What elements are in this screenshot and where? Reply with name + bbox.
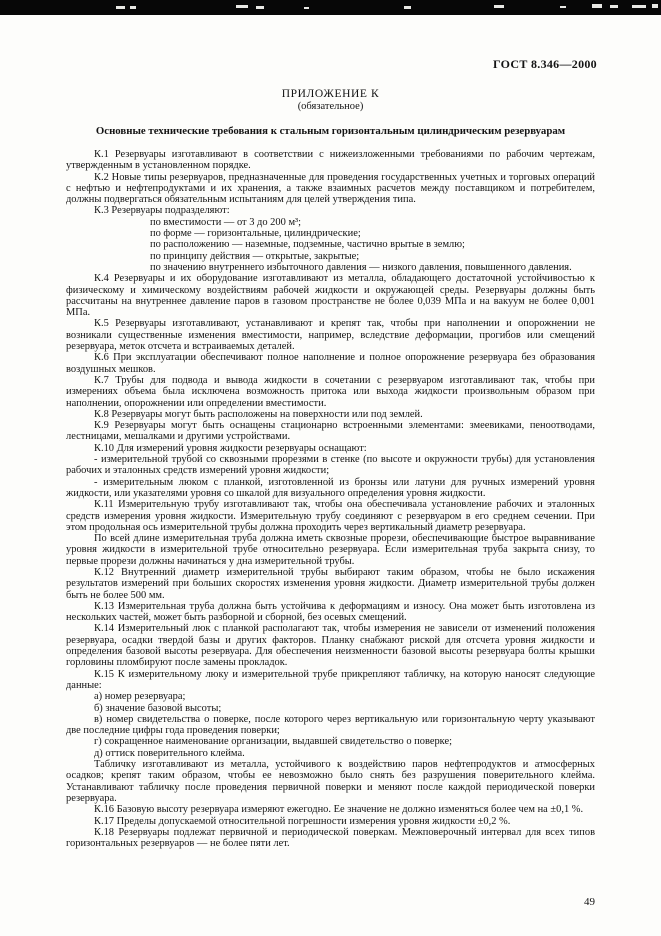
paragraph: по принципу действия — открытые, закрытые; <box>150 250 360 262</box>
appendix-type: (обязательное) <box>297 101 364 112</box>
scan-mark <box>494 5 504 8</box>
paragraph: в) номер свидетельства о поверке, после которого через вертикальную или горизонтальную черту указывают две последние цифры года проведения поверки; <box>66 713 595 737</box>
document-content <box>66 88 595 849</box>
paragraph: К.2 Новые типы резервуаров, предназначенные для проведения государственных учетных и торговых операций с нефтью и нефтепродуктами и их хранения, а также взаимных расчетов между поставщиком и потребителем, должны подвергаться обязательным испытаниям для целей утверждения типа. <box>66 171 595 206</box>
appendix-label: ПРИЛОЖЕНИЕ К <box>281 88 380 100</box>
scan-mark <box>632 5 646 8</box>
scan-mark <box>130 6 136 9</box>
paragraph: К.10 Для измерений уровня жидкости резервуары оснащают: <box>94 442 367 454</box>
scan-artifact-bar <box>0 0 661 15</box>
paragraph: К.14 Измерительный люк с планкой располагают так, чтобы измерения не зависели от изменений положения резервуара, осадки твердой базы и других факторов. Планку снабжают риской для отсчета уровня жидкости и определения базовой высоты резервуара. Для обеспечения неизменности базовой высоты резервуара болты крышки горловины пломбируют после замены прокладок. <box>66 623 595 669</box>
paragraph: по значению внутреннего избыточного давления — низкого давления, повышенного давления. <box>150 261 572 273</box>
paragraph: - измерительным люком с планкой, изготовленной из бронзы или латуни для ручных измерений уровня жидкости, или указателями уровня со шкалой для визуального определения уровня жидкости. <box>66 476 595 499</box>
scan-mark <box>256 6 264 9</box>
paragraph: г) сокращенное наименование организации, выдавшей свидетельство о поверке; <box>94 736 453 748</box>
paragraph: К.6 При эксплуатации обеспечивают полное наполнение и полное опорожнение резервуара без образования воздушных мешков. <box>66 352 595 375</box>
paragraph: К.18 Резервуары подлежат первичной и периодической поверкам. Межповерочный интервал для всех типов горизонтальных резервуаров — не более пяти лет. <box>66 826 595 850</box>
paragraph: К.11 Измерительную трубу изготавливают так, чтобы она обеспечивала установление рабочих и эталонных средств измерения уровня жидкости. Измерительную трубу соединяют с резервуаром в его среднем сечении. При этом продольная ось измерительной трубы должна проходить через вертикальный диаметр резервуара. <box>66 499 595 533</box>
paragraph: К.13 Измерительная труба должна быть устойчива к деформациям и износу. Она может быть изготовлена из нескольких частей, может быть разборной и сборной, без осевых смещений. <box>66 600 595 624</box>
paragraph: б) значение базовой высоты; <box>94 702 222 714</box>
paragraph: К.17 Пределы допускаемой относительной погрешности измерения уровня жидкости ±0,2 %. <box>94 815 511 827</box>
paragraph: по расположению — наземные, подземные, частично врытые в землю; <box>150 239 465 251</box>
paragraph: Табличку изготавливают из металла, устойчивого к воздействию паров нефтепродуктов и атмосферных осадков; крепят таким образом, чтобы ее невозможно было снять без разрушения поверительного клейма. Устанавливают табличку после проведения первичной поверки и меняют после каждой периодической поверки резервуара. <box>66 759 595 804</box>
paragraph: по форме — горизонтальные, цилиндрические; <box>150 228 361 240</box>
paragraph: а) номер резервуара; <box>94 691 186 703</box>
paragraph: К.12 Внутренний диаметр измерительной трубы выбирают таким образом, чтобы не было искажения результатов измерений при больших скоростях изменения уровня жидкости. Диаметр измерительной трубы должен быть не более 500 мм. <box>66 566 595 601</box>
paragraph: К.15 К измерительному люку и измерительной трубе прикрепляют табличку, на которую наносят следующие данные: <box>66 668 595 691</box>
scan-mark <box>560 6 566 8</box>
paragraph: К.1 Резервуары изготавливают в соответствии с нижеизложенными требованиями по рабочим чертежам, утвержденным в установленном порядке. <box>66 149 595 172</box>
standard-number: ГОСТ 8.346—2000 <box>493 57 597 71</box>
page-number: 49 <box>584 896 595 908</box>
paragraph: д) оттиск поверительного клейма. <box>94 747 245 759</box>
paragraph: К.3 Резервуары подразделяют: <box>94 205 230 217</box>
paragraph: - измерительной трубой со сквозными прорезями в стенке (по высоте и окружности трубы) для установления рабочих и эталонных средств измерений уровня жидкости; <box>66 454 595 477</box>
scan-mark <box>236 5 248 8</box>
scan-mark <box>592 4 602 8</box>
scan-mark <box>304 7 309 9</box>
paragraph: по вместимости — от 3 до 200 м³; <box>150 216 302 228</box>
scan-mark <box>404 6 411 9</box>
paragraph: К.8 Резервуары могут быть расположены на поверхности или под землей. <box>94 408 423 420</box>
scan-mark <box>652 4 658 8</box>
paragraph: К.4 Резервуары и их оборудование изготавливают из металла, обладающего достаточной устойчивостью к физическому и химическому воздействиям рабочей жидкости и окружающей среды. Резервуары должны быть рассчитаны на внутреннее давление паров в газовом пространстве не более 0,039 МПа и на вакуум не более 0,001 МПа. <box>66 273 595 319</box>
body-paragraphs <box>66 149 595 849</box>
appendix-title: Основные технические требования к стальным горизонтальным цилиндрическим резервуарам <box>95 125 566 137</box>
paragraph: По всей длине измерительная труба должна иметь сквозные прорези, обеспечивающие быстрое выравнивание уровня жидкости в измерительной трубе относительно резервуара. Если измерительная труба закрыта снизу, то первые прорези должны начинаться у дна измерительной трубы. <box>66 533 595 567</box>
scan-mark <box>116 6 125 9</box>
paragraph: К.9 Резервуары могут быть оснащены стационарно встроенными элементами: змеевиками, пеноотводами, лестницами, мешалками и другими устройствами. <box>66 420 595 443</box>
paragraph: К.5 Резервуары изготавливают, устанавливают и крепят так, чтобы при наполнении и опорожнении не возникали существенные изменения вместимости, например, вследствие деформации, прогибов или смещений резервуара, меток отсчета и встраиваемых деталей. <box>66 318 595 353</box>
scan-mark <box>610 5 618 8</box>
paragraph: К.16 Базовую высоту резервуара измеряют ежегодно. Ее значение не должно изменяться более чем на ±0,1 %. <box>94 804 584 816</box>
paragraph: К.7 Трубы для подвода и вывода жидкости в сочетании с резервуаром изготавливают так, чтобы при измерениях объема была исключена возможность притока или выхода жидкости произвольным образом при наполнении, опорожнении или определении вместимости. <box>66 374 595 409</box>
